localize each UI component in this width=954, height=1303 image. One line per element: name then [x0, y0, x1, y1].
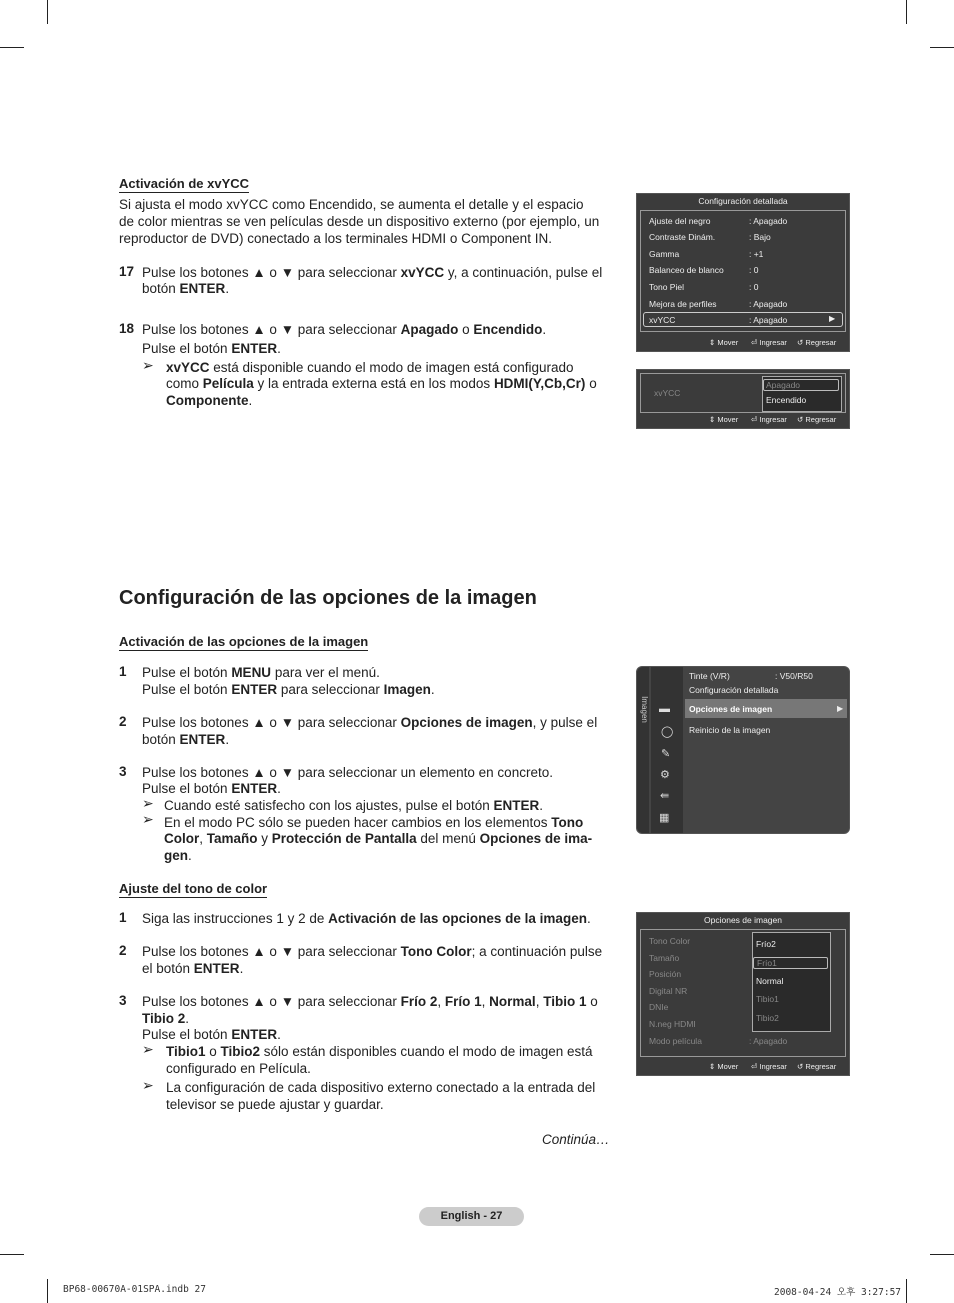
step-number: 1 [119, 664, 127, 679]
osd-row-label: Balanceo de blanco [649, 265, 724, 275]
setup-gear-icon[interactable]: ⚙ [660, 769, 670, 781]
ct-step-3-line-1: Pulse los botones ▲ o ▼ para seleccionar Frío 2, Frío 1, Normal, Tibio 1 o [142, 994, 598, 1009]
step-18-line-1: Pulse los botones ▲ o ▼ para seleccionar Apagado o Encendido. [142, 322, 547, 337]
application-icon[interactable]: ▦ [659, 812, 670, 824]
osd-row-value: : Apagado [749, 299, 788, 309]
sound-icon[interactable]: ◯ [661, 726, 674, 738]
crop-mark [906, 0, 907, 24]
xvycc-para-3: reproductor de DVD) conectado a los terminales HDMI o Component IN. [119, 231, 552, 246]
note-2-line-3: gen. [164, 848, 192, 863]
osd-detailed-settings [636, 193, 850, 352]
osd-xvycc-popup [636, 369, 850, 429]
color-tone-heading: Ajuste del tono de color [119, 881, 268, 896]
tone-option-popup [752, 932, 831, 1032]
ct-step-1: Siga las instrucciones 1 y 2 de Activación de las opciones de la imagen. [142, 911, 591, 926]
osd-picture-menu [636, 666, 850, 834]
option-off[interactable]: Apagado [763, 379, 839, 391]
ct-step-3-line-3: Pulse el botón ENTER. [142, 1027, 281, 1042]
osd-row-value: : Apagado [749, 1036, 788, 1046]
crop-mark [930, 47, 954, 48]
osd-row-label: Tono Color [649, 936, 691, 946]
xvycc-para-2: de color mientras se ven películas desde un dispositivo externo (por ejemplo, un [119, 214, 600, 229]
step-2-line-1: Pulse los botones ▲ o ▼ para seleccionar Opciones de imagen, y pulse el [142, 715, 598, 730]
osd-row-label: DNIe [649, 1002, 669, 1012]
step-18-line-2: Pulse el botón ENTER. [142, 341, 281, 356]
step-number: 3 [119, 764, 127, 779]
ct-note-2-line-1: La configuración de cada dispositivo externo conectado a la entrada del [166, 1080, 596, 1095]
osd-row-label: Tamaño [649, 953, 680, 963]
note-arrow-icon: ➢ [142, 357, 154, 373]
crop-mark [47, 0, 48, 24]
crop-mark [906, 1279, 907, 1303]
option-tibio1[interactable]: Tibio1 [756, 994, 779, 1004]
crop-mark [0, 1254, 24, 1255]
arrow-right-icon: ▶ [837, 704, 844, 713]
step-3-line-1: Pulse los botones ▲ o ▼ para seleccionar un elemento en concreto. [142, 765, 553, 780]
arrow-right-icon: ▶ [829, 314, 836, 323]
osd-list [640, 929, 846, 1057]
osd-row-value: : V50/R50 [775, 671, 813, 681]
option-tibio2[interactable]: Tibio2 [756, 1013, 779, 1023]
crop-mark [47, 1279, 48, 1303]
footer-timestamp: 2008-04-24 오후 3:27:57 [774, 1287, 902, 1298]
note-arrow-icon: ➢ [142, 1041, 154, 1057]
osd-row-label: Modo película [649, 1036, 702, 1046]
osd-footer-regresar: ↺ Regresar [797, 1062, 837, 1071]
step-number: 2 [119, 943, 127, 958]
ct-note-2-line-2: televisor se puede ajustar y guardar. [166, 1097, 384, 1112]
footer-file-info: BP68-00670A-01SPA.indb 27 [63, 1284, 206, 1295]
osd-row-label: Ajuste del negro [649, 216, 711, 226]
xvycc-note-line-1: xvYCC está disponible cuando el modo de imagen está configurado [166, 360, 574, 375]
osd-row-value: : 0 [749, 265, 759, 275]
step-number: 18 [119, 321, 135, 336]
note-arrow-icon: ➢ [142, 1077, 154, 1093]
step-1-line-2: Pulse el botón ENTER para seleccionar Imagen. [142, 682, 435, 697]
osd-footer-regresar: ↺ Regresar [797, 338, 837, 347]
note-2-line-1: En el modo PC sólo se pueden hacer cambios en los elementos Tono [164, 815, 584, 830]
osd-row-label: Gamma [649, 249, 680, 259]
osd-row-value: : Bajo [749, 232, 771, 242]
step-number: 2 [119, 714, 127, 729]
page-title: Configuración de las opciones de la imagen [119, 587, 537, 609]
option-frio2[interactable]: Frío2 [756, 939, 776, 949]
osd-footer-mover: ⇕ Mover [709, 338, 739, 347]
xvycc-note-line-3: Componente. [166, 393, 253, 408]
osd-row-label: Tono Piel [649, 282, 684, 292]
ct-step-2-line-1: Pulse los botones ▲ o ▼ para seleccionar Tono Color; a continuación pulse [142, 944, 603, 959]
note-2-line-2: Color, Tamaño y Protección de Pantalla del menú Opciones de ima- [164, 831, 593, 846]
osd-side-label: Imagen [639, 696, 649, 723]
picture-options-heading: Activación de las opciones de la imagen [119, 634, 369, 649]
continued-label: Continúa… [542, 1132, 610, 1147]
crop-mark [0, 47, 24, 48]
page-number-badge: English - 27 [419, 1207, 524, 1226]
ct-step-3-line-2: Tibio 2. [142, 1011, 190, 1026]
step-number: 1 [119, 910, 127, 925]
step-3-line-2: Pulse el botón ENTER. [142, 781, 281, 796]
osd-row-label: Configuración detallada [689, 685, 779, 695]
step-2-line-2: botón ENTER. [142, 732, 230, 747]
option-on[interactable]: Encendido [766, 395, 807, 405]
osd-list [640, 373, 846, 413]
ct-note-1-line-2: configurado en Película. [166, 1061, 311, 1076]
osd-row-label: Reinicio de la imagen [689, 725, 771, 735]
osd-side-bar [637, 667, 649, 833]
option-normal[interactable]: Normal [756, 976, 784, 986]
step-17-line-1: Pulse los botones ▲ o ▼ para seleccionar xvYCC y, a continuación, pulse el [142, 265, 603, 280]
note-arrow-icon: ➢ [142, 795, 154, 811]
osd-row-label: xvYCC [649, 315, 676, 325]
osd-title: Opciones de imagen [704, 915, 782, 925]
step-number: 3 [119, 993, 127, 1008]
osd-row-value: : Apagado [749, 216, 788, 226]
osd-footer-mover: ⇕ Mover [709, 1062, 739, 1071]
osd-row-value: : 0 [749, 282, 759, 292]
osd-row-label: N.neg HDMI [649, 1019, 696, 1029]
osd-row-label: Digital NR [649, 986, 688, 996]
osd-picture-options [636, 912, 850, 1076]
ct-step-2-line-2: el botón ENTER. [142, 961, 244, 976]
osd-footer-mover: ⇕ Mover [709, 415, 739, 424]
note-1: Cuando esté satisfecho con los ajustes, pulse el botón ENTER. [164, 798, 543, 813]
osd-footer-ingresar: ⏎ Ingresar [751, 415, 787, 424]
step-1-line-1: Pulse el botón MENU para ver el menú. [142, 665, 380, 680]
step-number: 17 [119, 264, 135, 279]
osd-row-label: Contraste Dinám. [649, 232, 716, 242]
crop-mark [930, 1254, 954, 1255]
option-popup [762, 376, 842, 412]
osd-footer-ingresar: ⏎ Ingresar [751, 1062, 787, 1071]
osd-row-value: : +1 [749, 249, 764, 259]
step-17-line-2: botón ENTER. [142, 281, 230, 296]
osd-footer-regresar: ↺ Regresar [797, 415, 837, 424]
osd-row-label: xvYCC [654, 388, 681, 398]
ct-note-1-line-1: Tibio1 o Tibio2 sólo están disponibles cuando el modo de imagen está [166, 1044, 593, 1059]
xvycc-heading: Activación de xvYCC [119, 176, 250, 191]
osd-row-value: : Apagado [749, 315, 788, 325]
osd-title: Configuración detallada [698, 196, 788, 206]
osd-list [640, 210, 846, 332]
osd-footer-ingresar: ⏎ Ingresar [751, 338, 787, 347]
xvycc-para-1: Si ajusta el modo xvYCC como Encendido, se aumenta el detalle y el espacio [119, 197, 584, 212]
osd-row-label: Opciones de imagen [689, 704, 773, 714]
note-arrow-icon: ➢ [142, 811, 154, 827]
channel-icon[interactable]: ✎ [661, 748, 671, 760]
input-icon[interactable]: ⇚ [660, 790, 670, 802]
option-frio1[interactable]: Frío1 [753, 957, 828, 969]
osd-row-label: Tinte (V/R) [689, 671, 730, 681]
picture-icon[interactable]: ▬ [659, 703, 670, 715]
osd-row-label: Mejora de perfiles [649, 299, 717, 309]
xvycc-note-line-2: como Película y la entrada externa está en los modos HDMI(Y,Cb,Cr) o [166, 376, 597, 391]
osd-row-label: Posición [649, 969, 682, 979]
